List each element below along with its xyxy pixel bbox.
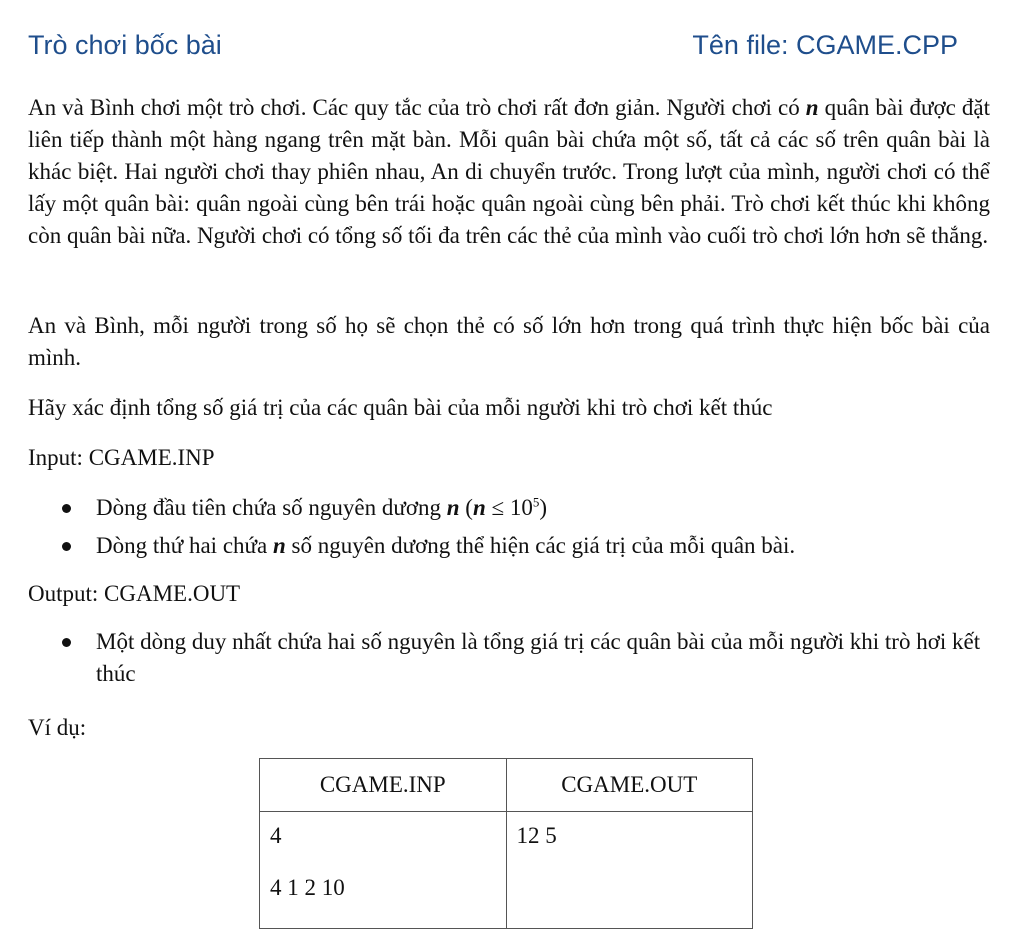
paragraph-rules-start: An và Bình chơi một trò chơi. Các quy tắc của trò chơi rất đơn giản. Người chơi có [28,95,800,120]
output-label: Output: CGAME.OUT [28,581,241,606]
constraint-bound: ≤ 10 [485,495,533,520]
paragraph-rules-rest: quân bài được đặt liên tiếp thành một hàng ngang trên mặt bàn. Mỗi quân bài chứa một số, tất cả các số trên quân bài là khác biệt. Hai người chơi thay phiên nhau, An di chuyển trước. Trong lượt của mình, người chơi có thể lấy một quân bài: quân ngoài cùng bên trái hoặc quân ngoài cùng bên phải. Trò chơi kết thúc khi không còn quân bài nữa. Người chơi có tổng số tối đa trên các thẻ của mình vào cuối trò chơi lớn hơn sẽ thắng. [28,95,991,248]
problem-title: Trò chơi bốc bài [28,30,222,60]
variable-n: n [805,95,819,120]
variable-n: n [472,495,486,520]
input-bullet-2-rest: số nguyên dương thể hiện các giá trị của mỗi quân bài. [291,533,796,558]
input-line-2: 4 1 2 10 [270,875,345,900]
table-header-row [260,759,753,812]
input-bullet-list [28,492,990,568]
paragraph-strategy: An và Bình, mỗi người trong số họ sẽ chọn thẻ có số lớn hơn trong quá trình thực hiện bốc bài của mình. [28,313,990,370]
constraint-exponent: 5 [532,494,540,510]
table-cell-output [506,812,753,929]
input-line-1: 4 [270,823,282,848]
table-cell-input [260,812,507,929]
bullet-icon [62,638,71,647]
table-header-output: CGAME.OUT [506,759,753,812]
table-row [260,812,753,929]
table-header-input: CGAME.INP [260,759,507,812]
input-bullet-1 [28,492,990,524]
bullet-icon [62,504,71,513]
variable-n: n [446,495,460,520]
paren-open: ( [465,495,473,520]
output-line-1: 12 5 [516,823,557,848]
input-bullet-2-text: Dòng thứ hai chứa [96,533,268,558]
example-table [259,758,753,929]
output-bullet-1 [28,626,990,690]
paragraph-task: Hãy xác định tổng số giá trị của các quân bài của mỗi người khi trò chơi kết thúc [28,395,773,420]
paragraph-rules [28,92,990,252]
title-row [28,30,958,70]
bullet-icon [62,542,71,551]
input-label: Input: CGAME.INP [28,445,215,470]
input-bullet-1-text: Dòng đầu tiên chứa số nguyên dương [96,495,441,520]
output-bullet-1-text: Một dòng duy nhất chứa hai số nguyên là tổng giá trị các quân bài của mỗi người khi trò hơi kết thúc [96,629,981,686]
input-bullet-2 [28,530,990,562]
output-bullet-list [28,626,990,696]
file-name: Tên file: CGAME.CPP [692,30,958,60]
paren-close: ) [539,495,548,520]
variable-n: n [272,533,286,558]
example-label: Ví dụ: [28,715,87,740]
